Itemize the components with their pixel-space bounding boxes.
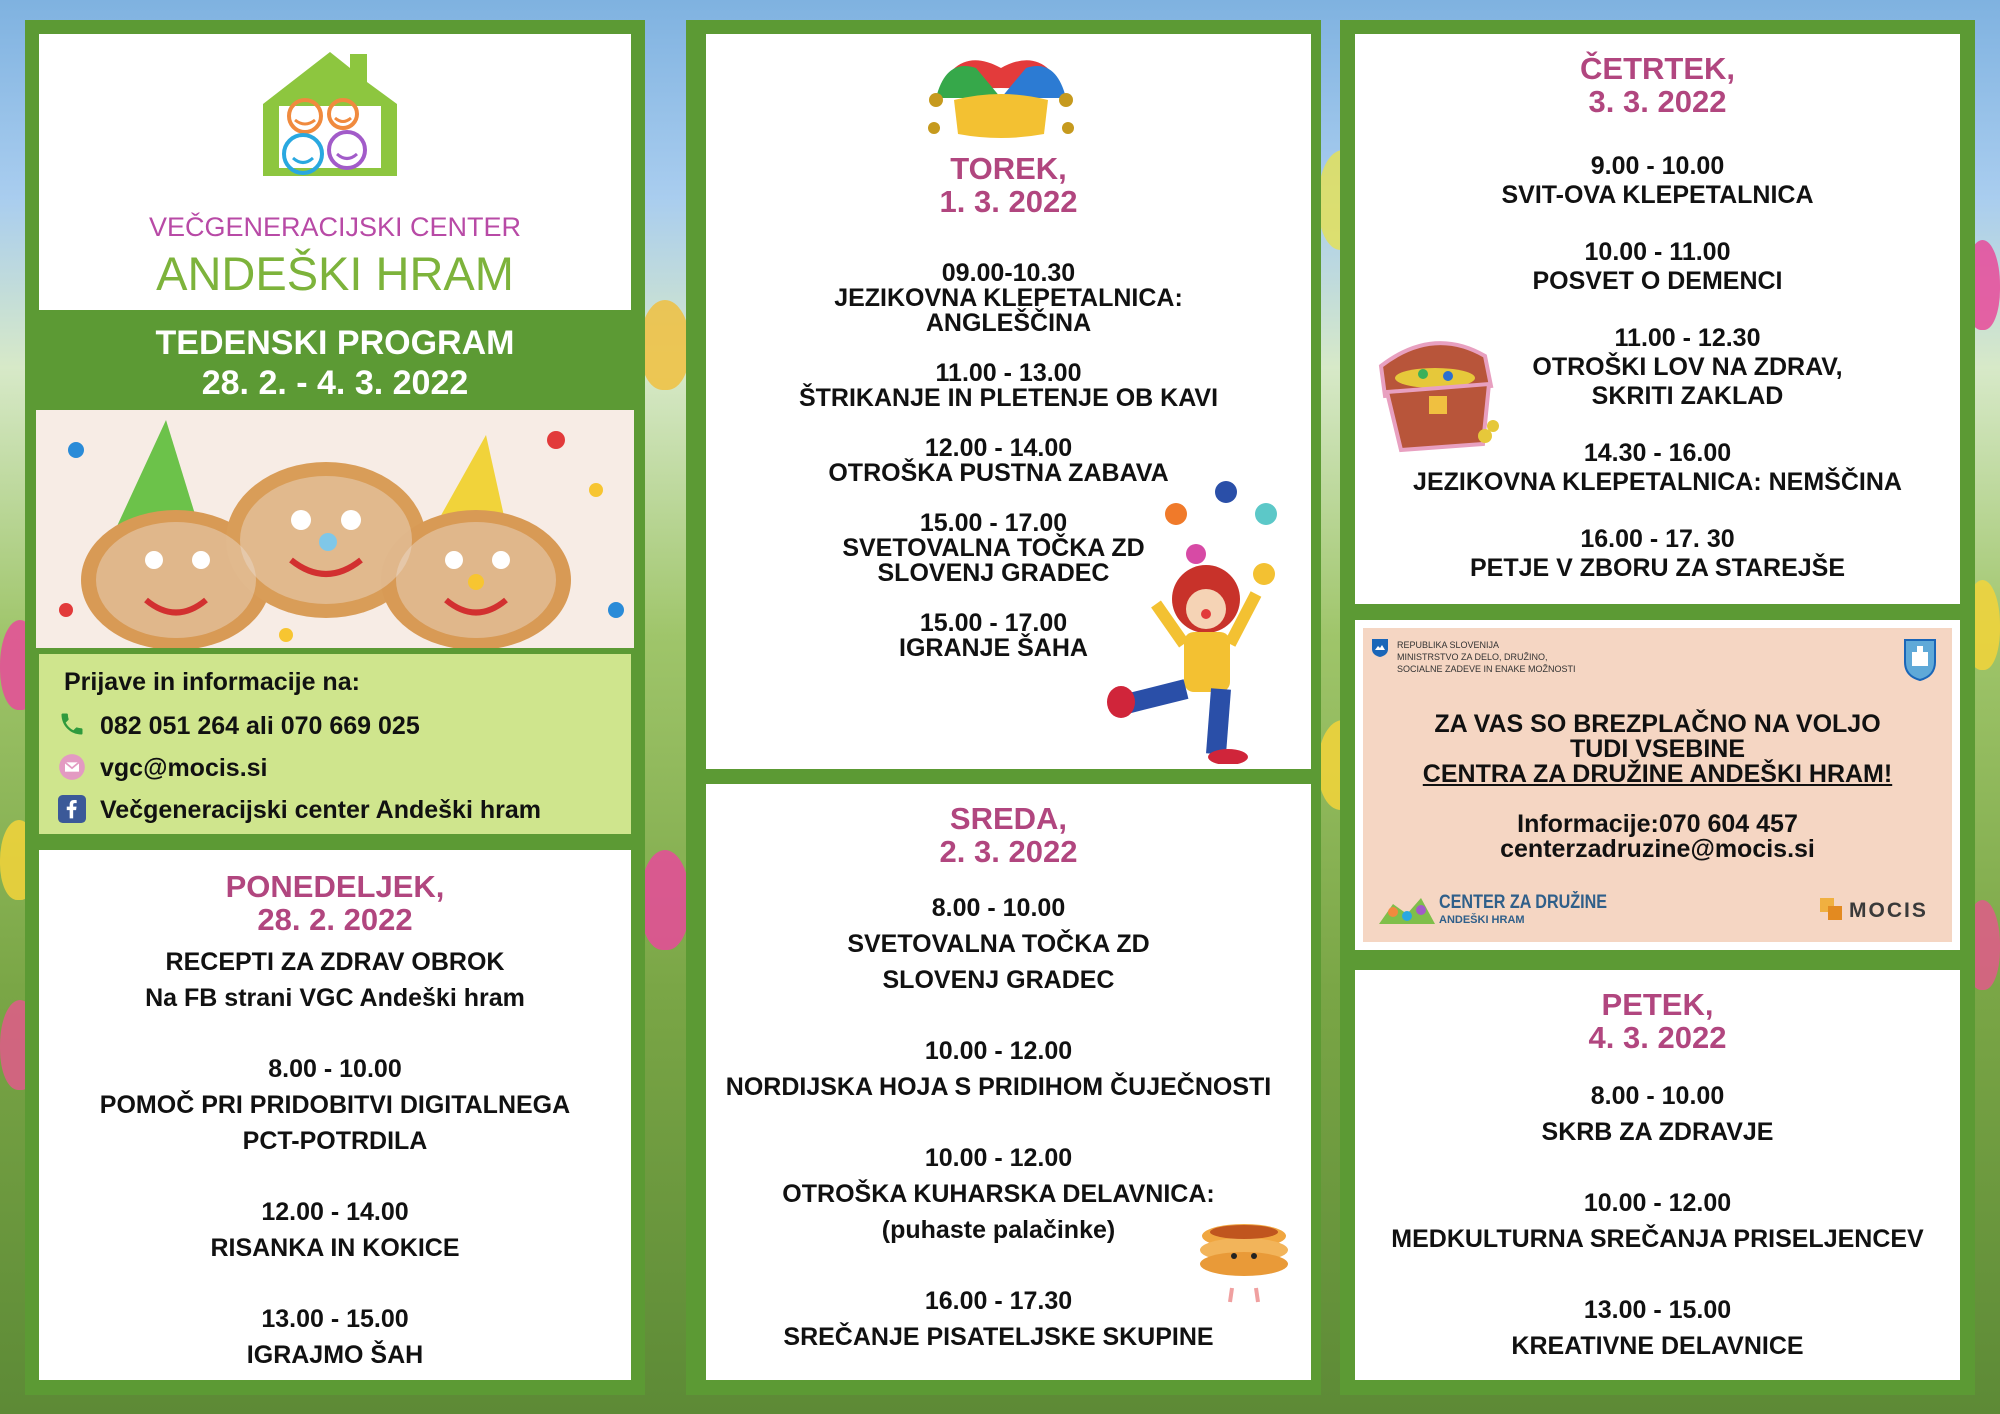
- event-time: 11.00 - 13.00: [935, 359, 1082, 387]
- jester-hat-icon: [916, 38, 1086, 148]
- event-time: 15.00 - 17.00: [919, 609, 1068, 637]
- family-line3[interactable]: CENTRA ZA DRUŽINE ANDEŠKI HRAM!: [1422, 760, 1893, 788]
- event-title: NORDIJSKA HOJA S PRIDIHOM ČUJEČNOSTI: [725, 1073, 1272, 1101]
- tuesday-date: 1. 3. 2022: [939, 184, 1078, 219]
- event-title: RECEPTI ZA ZDRAV OBROK: [165, 948, 505, 976]
- monday-panel: [39, 850, 631, 1380]
- event-time: 12.00 - 14.00: [924, 434, 1073, 462]
- thursday-date: 3. 3. 2022: [1588, 84, 1727, 119]
- monday-date: 28. 2. 2022: [257, 902, 413, 937]
- event-title: SKRB ZA ZDRAVJE: [1541, 1118, 1774, 1146]
- event-time: 10.00 - 12.00: [924, 1037, 1073, 1065]
- wednesday-panel: [706, 784, 1311, 1380]
- house-logo-icon: [255, 44, 405, 184]
- event-title-line2: PCT-POTRDILA: [242, 1127, 428, 1155]
- family-info-phone[interactable]: Informacije:070 604 457: [1517, 810, 1798, 838]
- friday-panel: [1355, 970, 1960, 1380]
- family-line1: ZA VAS SO BREZPLAČNO NA VOLJO: [1434, 710, 1881, 738]
- pancakes-icon: [1194, 1216, 1294, 1306]
- phone-icon: [58, 710, 86, 743]
- ministry-line2: MINISTRSTVO ZA DELO, DRUŽINO,: [1397, 652, 1548, 662]
- event-title: JEZIKOVNA KLEPETALNICA: NEMŠČINA: [1413, 468, 1902, 496]
- event-title: OTROŠKA PUSTNA ZABAVA: [828, 459, 1169, 487]
- monday-event: [39, 1194, 631, 1266]
- event-subtitle: Na FB strani VGC Andeški hram: [145, 984, 525, 1012]
- family-center-panel: [1355, 620, 1960, 950]
- event-time: 8.00 - 10.00: [268, 1055, 402, 1083]
- contact-phone[interactable]: 082 051 264 ali 070 669 025: [100, 712, 420, 740]
- email-icon: [58, 753, 86, 786]
- center-za-druzine-logo-text: CENTER ZA DRUŽINE: [1439, 892, 1608, 913]
- event-time: 14.30 - 16.00: [1583, 439, 1732, 467]
- town-crest-icon: [1903, 638, 1937, 682]
- event-time: 8.00 - 10.00: [931, 894, 1066, 922]
- event-title-line2: SLOVENJ GRADEC: [882, 966, 1115, 994]
- event-time: 10.00 - 11.00: [1584, 238, 1731, 266]
- event-title-line2: ANGLEŠČINA: [925, 309, 1092, 337]
- event-time: 13.00 - 15.00: [1583, 1296, 1732, 1324]
- friday-date: 4. 3. 2022: [1588, 1020, 1727, 1055]
- event-time: 15.00 - 17.00: [919, 509, 1068, 537]
- org-name-line2: ANDEŠKI HRAM: [156, 247, 514, 300]
- event-time: 10.00 - 12.00: [924, 1144, 1073, 1172]
- event-time: 12.00 - 14.00: [261, 1198, 409, 1226]
- donuts-photo: [36, 410, 634, 648]
- contact-heading: Prijave in informacije na:: [64, 668, 360, 696]
- clown-juggler-icon: [1106, 474, 1306, 764]
- event-title: JEZIKOVNA KLEPETALNICA:: [834, 284, 1183, 312]
- event-title: POMOČ PRI PRIDOBITVI DIGITALNEGA: [99, 1091, 571, 1119]
- wednesday-event: [706, 890, 1311, 998]
- event-time: 9.00 - 10.00: [1590, 152, 1725, 180]
- thursday-event: [1355, 152, 1960, 210]
- event-time: 13.00 - 15.00: [261, 1305, 409, 1333]
- event-title: OTROŠKA KUHARSKA DELAVNICA:: [782, 1180, 1215, 1208]
- tuesday-event: [706, 261, 1311, 336]
- center-za-druzine-logo-icon: [1377, 890, 1437, 926]
- event-title: PETJE V ZBORU ZA STAREJŠE: [1469, 554, 1846, 582]
- mocis-logo-text: MOCIS: [1849, 899, 1928, 922]
- thursday-event: [1355, 525, 1960, 583]
- event-time: 11.00 - 12.30: [1614, 324, 1761, 352]
- event-title: RISANKA IN KOKICE: [210, 1234, 460, 1262]
- center-za-druzine-logo-subtext: ANDEŠKI HRAM: [1439, 914, 1525, 926]
- event-title: SVIT-OVA KLEPETALNICA: [1501, 181, 1814, 209]
- ministry-line1: REPUBLIKA SLOVENIJA: [1397, 640, 1500, 650]
- thursday-panel: [1355, 34, 1960, 604]
- event-title: SVETOVALNA TOČKA ZD: [847, 930, 1150, 958]
- thursday-day: ČETRTEK,: [1580, 51, 1735, 86]
- event-title-line2: SKRITI ZAKLAD: [1591, 382, 1784, 410]
- treasure-chest-icon: [1373, 326, 1503, 456]
- program-title: TEDENSKI PROGRAM: [155, 324, 515, 362]
- event-time: 16.00 - 17. 30: [1580, 525, 1735, 553]
- event-time: 10.00 - 12.00: [1583, 1189, 1732, 1217]
- tuesday-event: [706, 361, 1311, 411]
- tuesday-panel: [706, 34, 1311, 769]
- event-title: POSVET O DEMENCI: [1532, 267, 1783, 295]
- event-title: IGRANJE ŠAHA: [899, 634, 1088, 662]
- monday-event: [39, 944, 631, 1016]
- event-title: IGRAJMO ŠAH: [246, 1341, 424, 1369]
- wednesday-date: 2. 3. 2022: [939, 834, 1078, 869]
- tuesday-day: TOREK,: [950, 151, 1067, 186]
- event-time: 09.00-10.30: [941, 259, 1076, 287]
- monday-event: [39, 1301, 631, 1373]
- wednesday-event: [706, 1033, 1311, 1105]
- monday-event: [39, 1051, 631, 1159]
- event-title: MEDKULTURNA SREČANJA PRISELJENCEV: [1391, 1225, 1924, 1253]
- thursday-event: [1355, 238, 1960, 296]
- event-title-line2: (puhaste palačinke): [881, 1216, 1116, 1244]
- facebook-icon: [58, 795, 86, 828]
- event-title: ŠTRIKANJE IN PLETENJE OB KAVI: [798, 384, 1219, 412]
- friday-event: [1355, 1292, 1960, 1364]
- monday-day: PONEDELJEK,: [225, 869, 445, 904]
- wednesday-day: SREDA,: [949, 801, 1068, 836]
- event-title: SVETOVALNA TOČKA ZD: [842, 534, 1145, 562]
- family-info-email[interactable]: centerzadruzine@mocis.si: [1500, 835, 1815, 863]
- friday-event: [1355, 1185, 1960, 1257]
- event-title: SREČANJE PISATELJSKE SKUPINE: [783, 1323, 1214, 1351]
- org-name-line1: VEČGENERACIJSKI CENTER: [148, 212, 522, 242]
- event-title: OTROŠKI LOV NA ZDRAV,: [1532, 353, 1843, 381]
- ministry-line3: SOCIALNE ZADEVE IN ENAKE MOŽNOSTI: [1397, 664, 1576, 674]
- friday-event: [1355, 1078, 1960, 1150]
- event-title-line2: SLOVENJ GRADEC: [877, 559, 1110, 587]
- event-time: 16.00 - 17.30: [924, 1287, 1073, 1315]
- program-dates: 28. 2. - 4. 3. 2022: [201, 364, 469, 402]
- event-time: 8.00 - 10.00: [1590, 1082, 1725, 1110]
- mocis-logo-icon: [1818, 896, 1844, 922]
- family-line2: TUDI VSEBINE: [1569, 735, 1746, 763]
- friday-day: PETEK,: [1601, 987, 1714, 1022]
- logo-panel: [39, 34, 631, 310]
- contact-facebook[interactable]: Večgeneracijski center Andeški hram: [100, 796, 541, 824]
- event-title: KREATIVNE DELAVNICE: [1511, 1332, 1804, 1360]
- slovenia-crest-icon: [1371, 638, 1389, 658]
- contact-email[interactable]: vgc@mocis.si: [100, 754, 268, 782]
